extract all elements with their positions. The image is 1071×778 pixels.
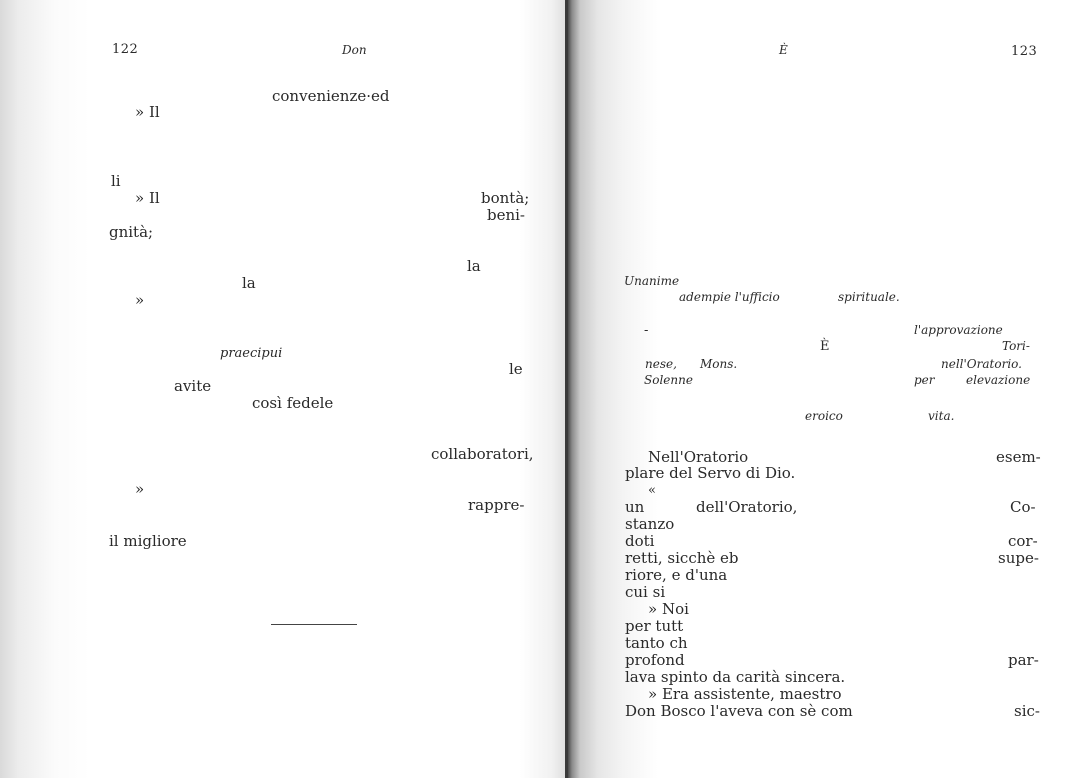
- body-l4c: Co-: [1010, 498, 1036, 516]
- summary-solenne: Solenne: [644, 373, 693, 387]
- summary-dash: -: [644, 323, 649, 338]
- body-l13a: profond: [625, 651, 685, 669]
- body-l6a: doti: [625, 532, 655, 550]
- body-l11: per tutt: [625, 617, 684, 635]
- body-l16b: sic-: [1014, 702, 1040, 720]
- body-l2: plare del Servo di Dio.: [625, 464, 796, 482]
- summary-oratorio: nell'Oratorio.: [941, 357, 1022, 371]
- summary-mons: Mons.: [700, 357, 738, 371]
- word-collaboratori: collaboratori,: [431, 445, 534, 463]
- body-l6b: cor-: [1008, 532, 1038, 550]
- summary-approvazione: l'approvazione: [914, 323, 1003, 337]
- body-l7a: retti, sicchè eb: [625, 549, 739, 567]
- word-beni: beni-: [487, 206, 526, 224]
- body-l14: lava spinto da carità sincera.: [625, 668, 846, 686]
- summary-adempie: adempie l'ufficio: [679, 290, 780, 304]
- word-gnita: gnità;: [109, 223, 154, 241]
- right-page: [568, 0, 1071, 778]
- running-head-left: Don: [342, 43, 367, 57]
- word-il-migliore: il migliore: [109, 532, 187, 550]
- footnote-rule: [271, 624, 357, 625]
- word-li: li: [111, 172, 121, 190]
- summary-spirituale: spirituale.: [838, 290, 900, 304]
- body-l10: » Noi: [648, 600, 689, 618]
- body-l15: » Era assistente, maestro: [648, 685, 842, 703]
- summary-tori: Tori-: [1002, 339, 1030, 353]
- word-praecipui: praecipui: [220, 346, 283, 361]
- body-l4b: dell'Oratorio,: [696, 498, 798, 516]
- word-il-1: » Il: [135, 103, 160, 121]
- body-l4a: un: [625, 498, 645, 516]
- summary-nese: nese,: [645, 357, 677, 371]
- word-cosi-fedele: così fedele: [252, 394, 334, 412]
- word-rappre: rappre-: [468, 496, 525, 514]
- page-number-left: 122: [112, 42, 139, 57]
- word-il-2: » Il: [135, 189, 160, 207]
- word-convenienze: convenienze·ed: [272, 87, 390, 105]
- summary-unanime: Unanime: [624, 274, 680, 288]
- word-la-2: la: [242, 274, 256, 292]
- summary-per: per: [914, 373, 935, 387]
- summary-elevazione: elevazione: [966, 373, 1031, 387]
- page-number-right: 123: [1011, 44, 1038, 59]
- word-avite: avite: [174, 377, 212, 395]
- summary-eroico: eroico: [805, 409, 843, 423]
- body-l5: stanzo: [625, 515, 675, 533]
- body-l16a: Don Bosco l'aveva con sè com: [625, 702, 853, 720]
- body-l1a: Nell'Oratorio: [648, 448, 749, 466]
- word-le: le: [509, 360, 523, 378]
- body-l1b: esem-: [996, 448, 1041, 466]
- body-l3: «: [648, 483, 656, 498]
- body-l9: cui si: [625, 583, 666, 601]
- body-l13b: par-: [1008, 651, 1039, 669]
- body-l8: riore, e d'una: [625, 566, 728, 584]
- summary-vita: vita.: [928, 409, 955, 423]
- running-head-right: È: [779, 43, 788, 57]
- body-l12: tanto ch: [625, 634, 688, 652]
- word-guillemet-2: »: [135, 480, 145, 498]
- word-la-1: la: [467, 257, 481, 275]
- body-l7b: supe-: [998, 549, 1039, 567]
- word-guillemet-1: »: [135, 291, 145, 309]
- word-bonta: bontà;: [481, 189, 530, 207]
- summary-e-accent: È: [820, 339, 830, 354]
